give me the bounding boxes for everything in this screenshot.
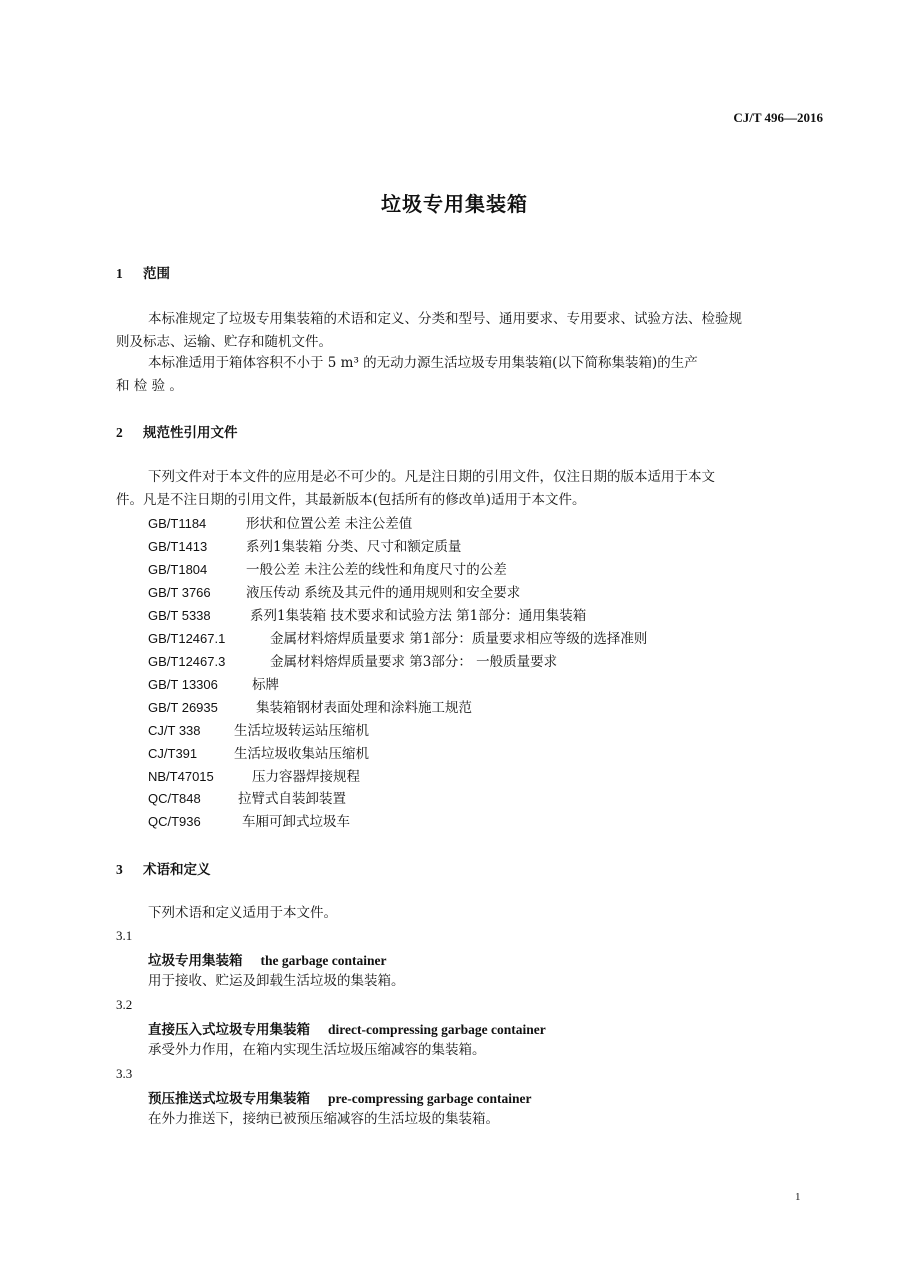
reference-title: 标牌 <box>252 677 279 693</box>
reference-title: 一般公差 未注公差的线性和角度尺寸的公差 <box>246 562 507 578</box>
section-1-title: 范围 <box>143 266 170 282</box>
reference-item <box>148 627 647 647</box>
reference-title: 压力容器焊接规程 <box>252 769 360 785</box>
reference-title: 形状和位置公差 未注公差值 <box>246 516 413 532</box>
term-number: 3.1 <box>116 928 133 943</box>
term-chinese: 垃圾专用集装箱 <box>148 953 243 969</box>
reference-code: CJ/T 338 <box>148 723 201 738</box>
normative-paragraph-line-2: 件。凡是不注日期的引用文件，其最新版本(包括所有的修改单)适用于本文件。 <box>116 492 586 508</box>
reference-item <box>148 535 461 555</box>
reference-title: 系列1集装箱 技术要求和试验方法 第1部分：通用集装箱 <box>250 608 587 624</box>
term-definition: 用于接收、贮运及卸载生活垃圾的集装箱。 <box>148 973 405 989</box>
section-2-title: 规范性引用文件 <box>143 425 238 441</box>
section-3-heading <box>116 858 211 878</box>
reference-item <box>148 719 369 739</box>
reference-item <box>148 558 507 578</box>
term-chinese: 直接压入式垃圾专用集装箱 <box>148 1022 310 1038</box>
term-english: direct-compressing garbage container <box>328 1022 546 1037</box>
reference-code: GB/T 13306 <box>148 677 218 692</box>
reference-title: 金属材料熔焊质量要求 第3部分： 一般质量要求 <box>270 654 558 670</box>
reference-code: GB/T1413 <box>148 539 208 554</box>
reference-item <box>148 673 279 693</box>
reference-title: 车厢可卸式垃圾车 <box>242 814 350 830</box>
scope-paragraph-2-line-2: 和 检 验 。 <box>116 378 183 394</box>
page-number: 1 <box>795 1191 801 1203</box>
term-chinese: 预压推送式垃圾专用集装箱 <box>148 1091 310 1107</box>
reference-title: 生活垃圾转运站压缩机 <box>234 723 369 739</box>
term-heading <box>148 1018 546 1038</box>
reference-code: GB/T12467.3 <box>148 654 226 669</box>
scope-paragraph-1-line-1: 本标准规定了垃圾专用集装箱的术语和定义、分类和型号、通用要求、专用要求、试验方法、检验规 <box>148 311 742 327</box>
reference-title: 系列1集装箱 分类、尺寸和额定质量 <box>246 539 462 555</box>
document-title: 垃圾专用集装箱 <box>381 192 528 216</box>
term-number: 3.3 <box>116 1066 133 1081</box>
term-heading <box>148 1087 531 1107</box>
reference-title: 金属材料熔焊质量要求 第1部分：质量要求相应等级的选择准则 <box>270 631 648 647</box>
reference-item <box>148 512 412 532</box>
standard-code: CJ/T 496—2016 <box>733 110 823 125</box>
reference-code: NB/T47015 <box>148 769 214 784</box>
reference-item <box>148 604 586 624</box>
section-1-heading <box>116 262 170 282</box>
section-1-number: 1 <box>116 266 123 281</box>
reference-code: GB/T 26935 <box>148 700 218 715</box>
section-2-heading <box>116 421 238 441</box>
term-english: the garbage container <box>260 953 387 968</box>
term-english: pre-compressing garbage container <box>328 1091 532 1106</box>
reference-title: 液压传动 系统及其元件的通用规则和安全要求 <box>246 585 521 601</box>
terms-intro: 下列术语和定义适用于本文件。 <box>148 905 337 921</box>
reference-item <box>148 696 472 716</box>
reference-code: CJ/T391 <box>148 746 198 761</box>
term-definition: 在外力推送下，接纳已被预压缩减容的生活垃圾的集装箱。 <box>148 1111 499 1127</box>
scope-paragraph-1-line-2: 则及标志、运输、贮存和随机文件。 <box>116 334 332 350</box>
reference-item <box>148 650 557 670</box>
normative-paragraph-line-1: 下列文件对于本文件的应用是必不可少的。凡是注日期的引用文件，仅注日期的版本适用于本文 <box>148 469 715 485</box>
reference-code: QC/T848 <box>148 791 201 806</box>
reference-item <box>148 765 360 785</box>
section-2-number: 2 <box>116 425 123 440</box>
reference-code: GB/T 5338 <box>148 608 211 623</box>
reference-item <box>148 787 346 807</box>
reference-code: GB/T 3766 <box>148 585 211 600</box>
reference-title: 集装箱钢材表面处理和涂料施工规范 <box>256 700 472 716</box>
term-heading <box>148 949 386 969</box>
reference-item <box>148 581 520 601</box>
reference-code: GB/T1184 <box>148 516 207 531</box>
scope-paragraph-2-line-1: 本标准适用于箱体容积不小于 5 m³ 的无动力源生活垃圾专用集装箱(以下简称集装箱)的生产 <box>148 355 698 371</box>
reference-item <box>148 810 350 830</box>
reference-title: 拉臂式自装卸装置 <box>238 791 346 807</box>
reference-title: 生活垃圾收集站压缩机 <box>234 746 369 762</box>
reference-code: QC/T936 <box>148 814 201 829</box>
reference-code: GB/T1804 <box>148 562 208 577</box>
section-3-number: 3 <box>116 862 123 877</box>
reference-item <box>148 742 369 762</box>
section-3-title: 术语和定义 <box>143 862 211 878</box>
term-definition: 承受外力作用，在箱内实现生活垃圾压缩减容的集装箱。 <box>148 1042 486 1058</box>
term-number: 3.2 <box>116 997 133 1012</box>
reference-code: GB/T12467.1 <box>148 631 226 646</box>
